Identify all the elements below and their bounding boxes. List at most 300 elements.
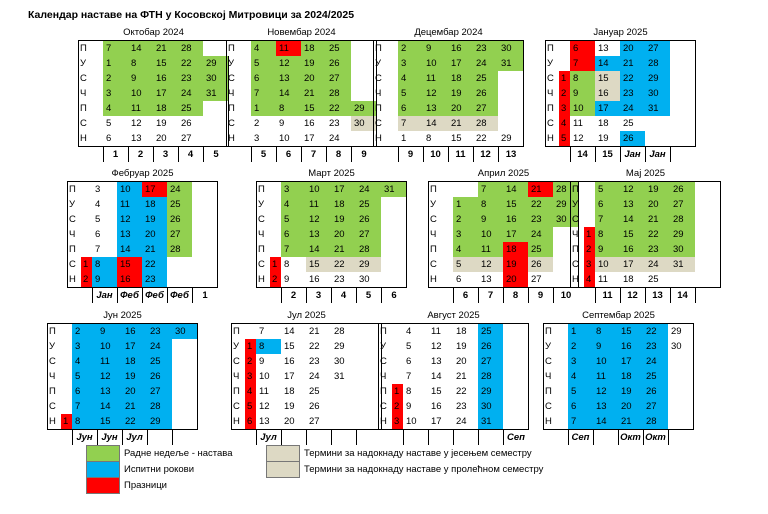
- day-cell: 21: [309, 326, 320, 337]
- day-cell: 7: [95, 244, 101, 255]
- month-calendar: [543, 308, 694, 445]
- weekday-label: П: [571, 182, 585, 198]
- day-cell: 4: [559, 116, 570, 131]
- day-cell: 17: [448, 56, 473, 71]
- day-cell: 29: [356, 257, 381, 272]
- day-cell: 6: [251, 71, 276, 86]
- day-cell: 5: [406, 341, 412, 352]
- day-cell: [240, 71, 251, 86]
- month-calendar: [256, 166, 407, 303]
- day-cell: 13: [276, 71, 301, 86]
- day-cell: 26: [181, 118, 192, 129]
- day-cell: 28: [553, 182, 579, 198]
- day-cell: 20: [284, 416, 295, 427]
- weekday-label: П: [68, 182, 82, 198]
- day-cell: 10: [570, 101, 595, 116]
- day-cell: 26: [478, 339, 503, 354]
- day-cell: 12: [593, 384, 618, 399]
- day-cell: 18: [331, 197, 356, 212]
- day-cell: 22: [309, 341, 320, 352]
- day-cell: 24: [473, 56, 498, 71]
- day-cell: 6: [72, 384, 97, 399]
- day-cell: [670, 71, 696, 86]
- day-cell: 3: [95, 184, 101, 195]
- day-cell: 9: [97, 324, 122, 340]
- day-cell: 31: [478, 414, 503, 430]
- day-cell: 1: [392, 384, 403, 399]
- day-cell: 13: [481, 274, 492, 285]
- week-number: 14: [570, 147, 595, 163]
- month-title: Новембар 2024: [227, 25, 377, 41]
- day-cell: [498, 101, 524, 116]
- day-cell: 26: [643, 384, 668, 399]
- day-cell: 18: [598, 118, 609, 129]
- week-number-spacer: [257, 288, 282, 304]
- weekday-label: Н: [429, 272, 443, 288]
- day-cell: 25: [167, 197, 192, 212]
- weekday-label: С: [571, 212, 585, 227]
- day-cell: 11: [117, 197, 142, 212]
- day-cell: 10: [406, 416, 417, 427]
- day-cell: 4: [251, 41, 276, 57]
- day-cell: 8: [595, 227, 620, 242]
- day-cell: 8: [128, 56, 153, 71]
- weekday-label: С: [546, 116, 560, 131]
- day-cell: 12: [620, 182, 645, 198]
- day-cell: [557, 339, 568, 354]
- day-cell: 1: [251, 101, 276, 116]
- day-cell: [61, 399, 72, 414]
- weekday-label: С: [546, 71, 560, 86]
- month-title: Октобар 2024: [79, 25, 229, 41]
- weekday-label: П: [257, 242, 271, 257]
- day-cell: 12: [117, 212, 142, 227]
- day-cell: 23: [620, 86, 645, 101]
- day-cell: 5: [95, 214, 101, 225]
- day-cell: 10: [593, 354, 618, 369]
- day-cell: [670, 116, 696, 131]
- day-cell: 11: [97, 354, 122, 369]
- day-cell: 2: [270, 272, 281, 288]
- day-cell: 10: [478, 227, 503, 242]
- day-cell: [695, 272, 721, 288]
- day-cell: 15: [284, 341, 295, 352]
- day-cell: 11: [593, 369, 618, 384]
- week-number: Јун: [72, 430, 97, 446]
- day-cell: 24: [645, 257, 670, 272]
- day-cell: 20: [503, 272, 528, 288]
- day-cell: 9: [259, 356, 265, 367]
- day-cell: 17: [153, 86, 178, 101]
- day-cell: 22: [456, 386, 467, 397]
- day-cell: 21: [618, 414, 643, 430]
- weekday-label: Н: [68, 272, 82, 288]
- week-number: 3: [306, 288, 331, 304]
- legend-swatch-red: [87, 478, 120, 494]
- day-cell: [559, 56, 570, 71]
- day-cell: [92, 101, 103, 116]
- day-cell: 30: [359, 274, 370, 285]
- day-cell: 16: [595, 86, 620, 101]
- day-cell: 11: [478, 242, 503, 257]
- day-cell: 31: [203, 86, 229, 101]
- day-cell: 11: [128, 101, 153, 116]
- weekday-label: П: [48, 324, 62, 340]
- day-cell: 11: [306, 197, 331, 212]
- day-cell: 5: [453, 257, 478, 272]
- day-cell: 17: [595, 101, 620, 116]
- day-cell: [498, 71, 524, 86]
- day-cell: 26: [528, 257, 553, 272]
- day-cell: [92, 41, 103, 57]
- day-cell: 17: [284, 371, 295, 382]
- weekday-label: П: [232, 324, 246, 340]
- day-cell: [442, 272, 453, 288]
- weekday-label: Ч: [546, 86, 560, 101]
- day-cell: 27: [670, 197, 695, 212]
- day-cell: 2: [103, 71, 128, 86]
- day-cell: 13: [306, 227, 331, 242]
- week-number: 3: [153, 147, 178, 163]
- weekday-label: Ч: [232, 369, 246, 384]
- month-calendar: [78, 25, 229, 162]
- day-cell: [387, 71, 398, 86]
- week-number: 1: [192, 288, 218, 304]
- day-cell: [61, 369, 72, 384]
- day-cell: 19: [598, 133, 609, 144]
- day-cell: 31: [381, 182, 407, 198]
- day-cell: 12: [259, 401, 270, 412]
- day-cell: [92, 131, 103, 147]
- day-cell: [387, 116, 398, 131]
- week-number: [695, 288, 721, 304]
- day-cell: 27: [473, 101, 498, 116]
- day-cell: 30: [478, 399, 503, 414]
- week-number: 14: [670, 288, 695, 304]
- weekday-label: П: [544, 324, 558, 340]
- week-number: Јан: [92, 288, 117, 304]
- month-title: Фебруар 2025: [68, 166, 218, 182]
- day-cell: 2: [584, 242, 595, 257]
- day-cell: 1: [81, 257, 92, 272]
- day-cell: 23: [147, 324, 172, 340]
- day-cell: 13: [97, 384, 122, 399]
- day-cell: 23: [178, 71, 203, 86]
- weekday-label: С: [257, 257, 271, 272]
- day-cell: 13: [131, 133, 142, 144]
- day-cell: [172, 414, 198, 430]
- day-cell: [442, 227, 453, 242]
- weekday-label: Н: [374, 131, 388, 147]
- day-cell: 12: [97, 369, 122, 384]
- day-cell: 3: [281, 182, 306, 198]
- day-cell: 29: [498, 131, 524, 147]
- day-cell: 27: [167, 227, 192, 242]
- day-cell: 29: [334, 341, 345, 352]
- day-cell: 7: [281, 242, 306, 257]
- day-cell: [442, 182, 453, 198]
- week-number: 6: [276, 147, 301, 163]
- day-cell: 17: [304, 133, 315, 144]
- day-cell: 23: [309, 356, 320, 367]
- weekday-label: Ч: [227, 86, 241, 101]
- day-cell: 6: [245, 414, 256, 430]
- day-cell: 6: [568, 399, 593, 414]
- weekday-label: С: [429, 257, 443, 272]
- day-cell: [192, 257, 218, 272]
- day-cell: 5: [559, 131, 570, 147]
- day-cell: 21: [301, 86, 326, 101]
- day-cell: 25: [478, 324, 503, 340]
- weekday-label: Н: [546, 131, 560, 147]
- day-cell: 24: [456, 416, 467, 427]
- day-cell: 19: [618, 384, 643, 399]
- day-cell: 4: [72, 354, 97, 369]
- day-cell: [442, 197, 453, 212]
- week-number: 5: [251, 147, 276, 163]
- day-cell: 19: [331, 212, 356, 227]
- day-cell: [695, 227, 721, 242]
- day-cell: 31: [645, 101, 670, 116]
- day-cell: 8: [593, 324, 618, 340]
- week-number: 10: [423, 147, 448, 163]
- day-cell: [503, 399, 529, 414]
- day-cell: 27: [643, 399, 668, 414]
- day-cell: 31: [498, 56, 524, 71]
- day-cell: [503, 384, 529, 399]
- week-number: [668, 430, 694, 446]
- week-number-spacer: [571, 288, 596, 304]
- day-cell: 16: [503, 212, 528, 227]
- day-cell: [387, 41, 398, 57]
- day-cell: 16: [122, 324, 147, 340]
- day-cell: 6: [106, 133, 112, 144]
- weekday-label: П: [68, 242, 82, 257]
- day-cell: 22: [620, 71, 645, 86]
- day-cell: 9: [92, 272, 117, 288]
- weekday-label: Н: [544, 414, 558, 430]
- weekday-label: У: [571, 197, 585, 212]
- day-cell: 14: [593, 414, 618, 430]
- day-cell: 7: [568, 414, 593, 430]
- day-cell: 21: [448, 116, 473, 131]
- day-cell: 2: [559, 86, 570, 101]
- day-cell: 9: [570, 86, 595, 101]
- day-cell: 17: [503, 227, 528, 242]
- week-number: 10: [553, 288, 579, 304]
- day-cell: 24: [643, 354, 668, 369]
- day-cell: 6: [281, 227, 306, 242]
- day-cell: [670, 56, 696, 71]
- day-cell: 7: [103, 41, 128, 57]
- day-cell: [381, 227, 407, 242]
- day-cell: 16: [620, 242, 645, 257]
- weekday-label: П: [429, 242, 443, 257]
- day-cell: 8: [284, 259, 290, 270]
- week-number: 13: [645, 288, 670, 304]
- weekday-label: С: [68, 257, 82, 272]
- day-cell: 28: [645, 56, 670, 71]
- day-cell: 7: [259, 326, 265, 337]
- weekday-label: С: [544, 399, 558, 414]
- week-number: Јан: [645, 147, 670, 163]
- week-number: Окт: [643, 430, 668, 446]
- day-cell: 16: [309, 274, 320, 285]
- legend-makeup-terms: [266, 445, 548, 478]
- month-calendar: [47, 308, 198, 445]
- day-cell: [387, 101, 398, 116]
- day-cell: [172, 339, 198, 354]
- day-cell: [81, 227, 92, 242]
- month-calendar: [226, 25, 377, 162]
- day-cell: [81, 182, 92, 198]
- week-number: [147, 430, 172, 446]
- weekday-label: Ч: [379, 369, 393, 384]
- day-cell: 15: [618, 324, 643, 340]
- day-cell: 17: [620, 257, 645, 272]
- day-cell: 22: [528, 197, 553, 212]
- day-cell: [192, 182, 218, 198]
- weekday-label: Ч: [48, 369, 62, 384]
- legend-swatch-beige: [267, 446, 300, 462]
- week-number: 9: [351, 147, 377, 163]
- day-cell: 11: [598, 274, 608, 285]
- week-number: 12: [620, 288, 645, 304]
- legend-label: Радне недеље - настава: [124, 448, 233, 459]
- weekday-label: П: [429, 182, 443, 198]
- day-cell: 2: [453, 212, 478, 227]
- day-cell: 29: [203, 56, 229, 71]
- weekday-label: П: [257, 182, 271, 198]
- legend-working-weeks: [86, 445, 238, 494]
- day-cell: 29: [668, 324, 694, 340]
- day-cell: 18: [284, 386, 295, 397]
- day-cell: 6: [398, 101, 423, 116]
- day-cell: 17: [122, 339, 147, 354]
- weekday-label: С: [68, 212, 82, 227]
- day-cell: 27: [147, 384, 172, 399]
- weekday-label: Н: [232, 414, 246, 430]
- day-cell: 8: [276, 101, 301, 116]
- day-cell: 19: [645, 182, 670, 198]
- day-cell: 13: [431, 356, 442, 367]
- weekday-label: Ч: [571, 227, 585, 242]
- day-cell: [381, 212, 407, 227]
- day-cell: [92, 56, 103, 71]
- day-cell: 26: [309, 401, 320, 412]
- month-title: Март 2025: [257, 166, 407, 182]
- day-cell: 16: [431, 401, 442, 412]
- day-cell: 16: [448, 41, 473, 57]
- day-cell: [331, 399, 356, 414]
- day-cell: 28: [478, 369, 503, 384]
- weekday-label: Н: [48, 414, 62, 430]
- day-cell: 27: [356, 227, 381, 242]
- day-cell: 29: [147, 414, 172, 430]
- week-number: [306, 430, 331, 446]
- day-cell: 22: [476, 133, 487, 144]
- day-cell: 30: [645, 86, 670, 101]
- day-cell: 11: [431, 326, 441, 337]
- day-cell: 18: [142, 197, 167, 212]
- legend-label: Испитни рокови: [124, 464, 195, 475]
- day-cell: 27: [531, 274, 542, 285]
- weekday-label: Ч: [374, 86, 388, 101]
- day-cell: 21: [142, 242, 167, 257]
- day-cell: [240, 101, 251, 116]
- day-cell: [270, 242, 281, 257]
- day-cell: [167, 272, 192, 288]
- day-cell: [61, 339, 72, 354]
- week-number-spacer: [227, 147, 252, 163]
- day-cell: [387, 56, 398, 71]
- legend-label: Термини за надокнаду наставе у јесењем семестру: [304, 448, 532, 459]
- day-cell: 3: [559, 101, 570, 116]
- day-cell: 3: [72, 339, 97, 354]
- day-cell: [670, 101, 696, 116]
- legend-swatch-beige: [267, 462, 300, 478]
- day-cell: 11: [259, 386, 269, 397]
- day-cell: [61, 354, 72, 369]
- day-cell: 15: [451, 133, 462, 144]
- day-cell: 24: [329, 133, 340, 144]
- page-title: Календар наставе на ФТН у Косовској Митровици за 2024/2025: [28, 9, 355, 21]
- day-cell: 23: [473, 41, 498, 57]
- day-cell: [270, 212, 281, 227]
- day-cell: [331, 414, 356, 430]
- week-number: Феб: [167, 288, 192, 304]
- day-cell: 4: [95, 199, 101, 210]
- legend-label: Термини за надокнаду наставе у пролећном семестру: [304, 464, 544, 475]
- week-number: 12: [473, 147, 498, 163]
- day-cell: 12: [423, 86, 448, 101]
- day-cell: 22: [326, 101, 351, 116]
- day-cell: [557, 399, 568, 414]
- day-cell: 18: [122, 354, 147, 369]
- day-cell: 14: [503, 182, 528, 198]
- weekday-label: С: [227, 116, 241, 131]
- day-cell: [557, 369, 568, 384]
- day-cell: 12: [431, 341, 442, 352]
- day-cell: [61, 324, 72, 340]
- day-cell: 18: [448, 71, 473, 86]
- week-number-spacer: [544, 430, 569, 446]
- weekday-label: Н: [227, 131, 241, 147]
- week-number: 2: [128, 147, 153, 163]
- day-cell: [670, 272, 695, 288]
- day-cell: 6: [456, 274, 462, 285]
- day-cell: [61, 384, 72, 399]
- day-cell: 7: [72, 399, 97, 414]
- day-cell: 25: [643, 369, 668, 384]
- day-cell: 28: [178, 41, 203, 57]
- day-cell: [584, 197, 595, 212]
- day-cell: 1: [61, 414, 72, 430]
- week-number: 9: [398, 147, 423, 163]
- day-cell: 4: [453, 242, 478, 257]
- day-cell: [92, 116, 103, 131]
- day-cell: 22: [142, 257, 167, 272]
- day-cell: 4: [406, 326, 412, 337]
- day-cell: 26: [620, 131, 645, 147]
- weekday-label: У: [546, 56, 560, 71]
- day-cell: 25: [528, 242, 553, 257]
- day-cell: 21: [456, 371, 467, 382]
- day-cell: [240, 41, 251, 57]
- week-number-spacer: [48, 430, 73, 446]
- day-cell: 9: [128, 71, 153, 86]
- day-cell: [381, 197, 407, 212]
